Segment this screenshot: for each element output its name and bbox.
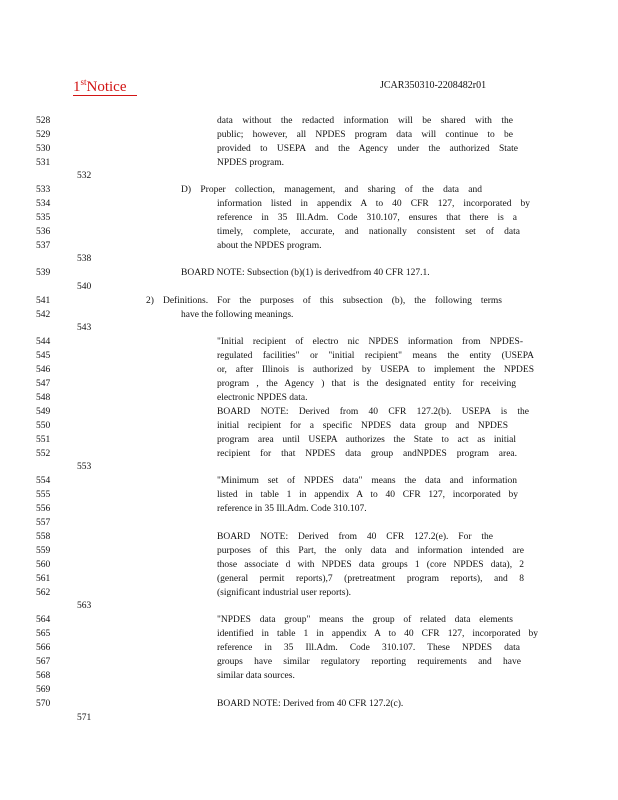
line-number: 547 (36, 379, 51, 389)
line-number: 543 (77, 323, 92, 333)
line-text: or, after Illinois is authorized by USEPA to implement the NPDES (217, 365, 534, 375)
line-text: BOARD NOTE: Derived from 40 CFR 127.2(c). (217, 699, 404, 709)
line-text: "Initial recipient of electro nic NPDES information from NPDES- (217, 337, 523, 347)
line-number: 533 (36, 185, 51, 195)
line-number: 546 (36, 365, 51, 375)
line-text: listed in table 1 in appendix A to 40 CFR 127, incorporated by (217, 490, 518, 500)
line-text: identified in table 1 in appendix A to 40 CFR 127, incorporated by (217, 629, 538, 639)
line-text: BOARD NOTE: Subsection (b)(1) is derivedfrom 40 CFR 127.1. (181, 268, 430, 278)
line-text: NPDES program. (217, 158, 285, 168)
line-number: 560 (36, 560, 51, 570)
line-text: electronic NPDES data. (217, 393, 308, 403)
line-number: 561 (36, 574, 51, 584)
line-text: timely, complete, accurate, and nationally consistent set of data (217, 227, 520, 237)
line-number: 556 (36, 504, 51, 514)
line-number: 568 (36, 671, 51, 681)
line-text: have the following meanings. (181, 310, 294, 320)
line-number: 563 (77, 601, 92, 611)
line-number: 532 (77, 171, 92, 181)
line-number: 551 (36, 435, 51, 445)
line-number: 566 (36, 643, 51, 653)
line-text: BOARD NOTE: Derived from 40 CFR 127.2(b). USEPA is the (217, 407, 529, 417)
line-number: 540 (77, 282, 92, 292)
line-text: (general permit reports),7 (pretreatment program reports), and 8 (217, 574, 524, 584)
line-text: those associate d with NPDES data groups 1 (core NPDES data), 2 (217, 560, 524, 570)
line-number: 531 (36, 158, 51, 168)
line-number: 559 (36, 546, 51, 556)
line-number: 550 (36, 421, 51, 431)
line-text: "Minimum set of NPDES data" means the data and information (217, 476, 517, 486)
line-number: 554 (36, 476, 51, 486)
line-number: 557 (36, 518, 51, 528)
line-number: 536 (36, 227, 51, 237)
line-number: 564 (36, 615, 51, 625)
line-number: 541 (36, 296, 51, 306)
line-text: D) Proper collection, management, and sharing of the data and (181, 185, 482, 195)
line-number: 555 (36, 490, 51, 500)
line-number: 548 (36, 393, 51, 403)
line-text: regulated facilities" or "initial recipient" means the entity (USEPA (217, 351, 534, 361)
line-number: 530 (36, 144, 51, 154)
line-number: 534 (36, 199, 51, 209)
line-number: 558 (36, 532, 51, 542)
line-number: 545 (36, 351, 51, 361)
line-text: about the NPDES program. (217, 241, 322, 251)
line-text: BOARD NOTE: Derived from 40 CFR 127.2(e). For the (217, 532, 493, 542)
line-text: (significant industrial user reports). (217, 588, 352, 598)
line-number: 542 (36, 310, 51, 320)
line-text: 2) Definitions. For the purposes of this subsection (b), the following terms (146, 296, 502, 306)
line-text: initial recipient for a specific NPDES data group and NPDES (217, 421, 508, 431)
line-number: 529 (36, 130, 51, 140)
line-number: 539 (36, 268, 51, 278)
line-text: provided to USEPA and the Agency under the authorized State (217, 144, 518, 154)
notice-ordinal-suffix: st (80, 77, 87, 87)
line-number: 565 (36, 629, 51, 639)
line-number: 569 (36, 685, 51, 695)
line-text: similar data sources. (217, 671, 295, 681)
line-text: groups have similar regulatory reporting requirements and have (217, 657, 521, 667)
line-number: 552 (36, 449, 51, 459)
notice-number: 1 (73, 79, 81, 95)
line-text: program , the Agency ) that is the designated entity for receiving (217, 379, 516, 389)
notice-heading (73, 74, 137, 96)
line-text: information listed in appendix A to 40 CFR 127, incorporated by (217, 199, 530, 209)
line-number: 544 (36, 337, 51, 347)
line-text: purposes of this Part, the only data and information intended are (217, 546, 524, 556)
line-number: 567 (36, 657, 51, 667)
line-number: 570 (36, 699, 51, 709)
line-text: program area until USEPA authorizes the State to act as initial (217, 435, 516, 445)
line-text: data without the redacted information will be shared with the (217, 116, 513, 126)
notice-label: Notice (86, 79, 127, 95)
line-number: 535 (36, 213, 51, 223)
line-number: 538 (77, 254, 92, 264)
line-text: "NPDES data group" means the group of related data elements (217, 615, 513, 625)
line-number: 528 (36, 116, 51, 126)
line-text: reference in 35 Ill.Adm. Code 310.107, ensures that there is a (217, 213, 517, 223)
line-number: 549 (36, 407, 51, 417)
line-number: 571 (77, 713, 92, 723)
document-id: JCAR350310-2208482r01 (380, 80, 487, 91)
line-number: 562 (36, 588, 51, 598)
line-text: public; however, all NPDES program data will continue to be (217, 130, 513, 140)
line-number: 553 (77, 462, 92, 472)
line-number: 537 (36, 241, 51, 251)
line-text: reference in 35 Ill.Adm. Code 310.107. (217, 504, 367, 514)
line-text: recipient for that NPDES data group andNPDES program area. (217, 449, 517, 459)
line-text: reference in 35 Ill.Adm. Code 310.107. These NPDES data (217, 643, 520, 653)
